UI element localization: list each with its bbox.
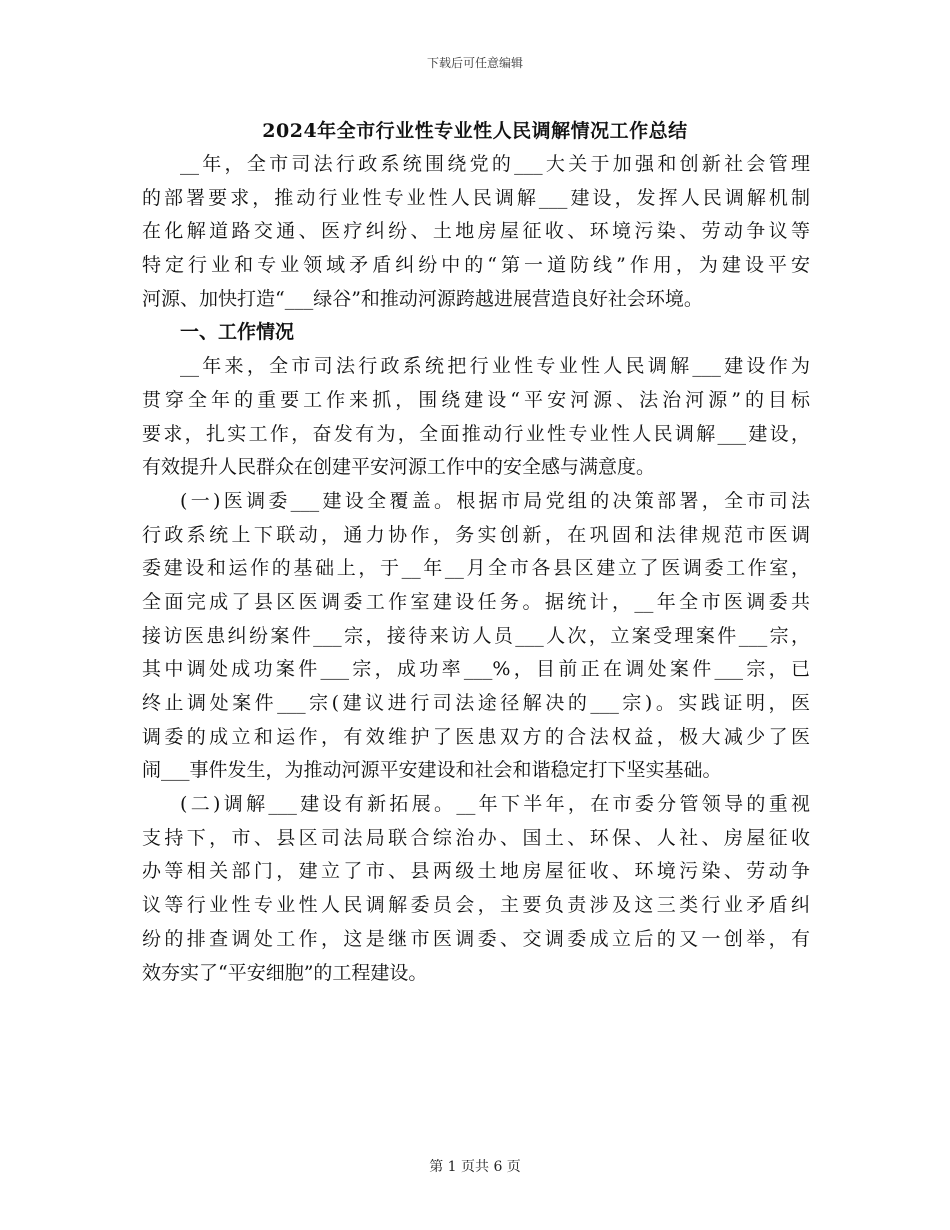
text-line: 要求，扎实工作，奋发有为，全面推动行业性专业性人民调解___建设，: [142, 422, 810, 445]
text-line: 在化解道路交通、医疗纠纷、土地房屋征收、环境污染、劳动争议等: [142, 220, 810, 243]
text-line: 纷的排查调处工作，这是继市医调委、交调委成立后的又一创举，有: [142, 927, 810, 950]
text-line: 接访医患纠纷案件___宗，接待来访人员___人次，立案受理案件___宗，: [142, 624, 810, 647]
document-title: 2024年全市行业性专业性人民调解情况工作总结: [262, 120, 688, 142]
text-line: 闹___事件发生，为推动河源平安建设和社会和谐稳定打下坚实基础。: [142, 759, 722, 782]
text-line: (一)医调委___建设全覆盖。根据市局党组的决策部署，全市司法: [180, 489, 810, 512]
text-line: 的部署要求，推动行业性专业性人民调解___建设，发挥人民调解机制: [142, 186, 810, 209]
text-line: 效夯实了“平安细胞”的工程建设。: [142, 961, 428, 984]
text-line: 全面完成了县区医调委工作室建设任务。据统计，__年全市医调委共: [142, 590, 810, 613]
text-line: 调委的成立和运作，有效维护了医患双方的合法权益，极大减少了医: [142, 725, 810, 748]
text-line: 委建设和运作的基础上，于__年__月全市各县区建立了医调委工作室，: [142, 557, 810, 580]
text-line: 议等行业性专业性人民调解委员会，主要负责涉及这三类行业矛盾纠: [142, 894, 810, 917]
text-line: 终止调处案件___宗(建议进行司法途径解决的___宗)。实践证明，医: [142, 692, 810, 714]
page-header: 下载后可任意编辑: [426, 56, 523, 70]
text-line: 特定行业和专业领域矛盾纠纷中的“第一道防线”作用，为建设平安: [142, 254, 810, 277]
text-line: (二)调解___建设有新拓展。__年下半年，在市委分管领导的重视: [180, 793, 810, 816]
text-line: 行政系统上下联动，通力协作，务实创新，在巩固和法律规范市医调: [142, 523, 810, 546]
text-line: 贯穿全年的重要工作来抓，围绕建设“平安河源、法治河源”的目标: [142, 388, 810, 411]
text-line: 办等相关部门，建立了市、县两级土地房屋征收、环境污染、劳动争: [142, 860, 810, 883]
text-line: 河源、加快打造“___绿谷”和推动河源跨越进展营造良好社会环境。: [142, 287, 703, 310]
page-footer: 第 1 页共 6 页: [429, 1159, 521, 1175]
section-heading: 一、工作情况: [180, 321, 295, 344]
document-body: [142, 148, 810, 990]
text-line: 支持下，市、县区司法局联合综治办、国土、环保、人社、房屋征收: [142, 826, 810, 849]
text-line: __年来，全市司法行政系统把行业性专业性人民调解___建设作为: [180, 355, 810, 378]
text-line: 其中调处成功案件___宗，成功率___%，目前正在调处案件___宗，已: [142, 658, 810, 681]
text-line: __年，全市司法行政系统围绕党的___大关于加强和创新社会管理: [180, 153, 810, 175]
text-line: 有效提升人民群众在创建平安河源工作中的安全感与满意度。: [142, 456, 656, 479]
